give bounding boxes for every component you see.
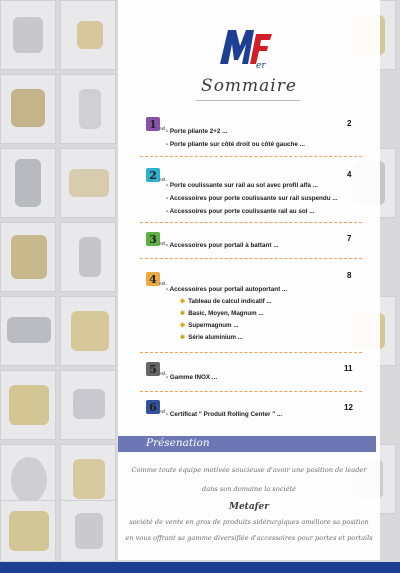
product-photo bbox=[60, 296, 116, 366]
product-photo bbox=[0, 148, 56, 218]
section-2-badge: 2 rd. bbox=[146, 168, 160, 182]
presentation-text: dans son domaine la société bbox=[201, 485, 297, 493]
section-1-badge: 1 rd. bbox=[146, 117, 160, 131]
section-5-badge: 5 rd. bbox=[146, 362, 160, 376]
presentation-text: Comme toute équipe motivée soucieuse d'avoir une position de leader bbox=[131, 466, 367, 474]
toc-subitem: ✱ Supermagnum ... bbox=[180, 322, 239, 329]
toc-subitem: ✱ Tableau de calcul indicatif ... bbox=[180, 298, 272, 305]
product-photo bbox=[60, 370, 116, 440]
toc-entry: - Accessoires pour portail à battant ... bbox=[166, 242, 279, 249]
toc-entry: - Gamme INOX ... bbox=[166, 374, 218, 381]
toc-entry: - Porte coulissante sur rail au sol avec profil alfa ... bbox=[166, 182, 318, 189]
star-bullet-icon: ✱ bbox=[180, 298, 186, 305]
presentation-text: en vous offrant sa gamme diversifiée d'accessoires pour portes et portails bbox=[125, 534, 373, 542]
footer-bar bbox=[0, 562, 400, 573]
product-photo bbox=[60, 0, 116, 70]
section-divider bbox=[140, 391, 362, 392]
section-3-badge: 3 rd. bbox=[146, 232, 160, 246]
section-5-page: 11 bbox=[344, 364, 353, 373]
product-photo bbox=[60, 148, 116, 218]
product-photo bbox=[0, 0, 56, 70]
toc-entry: - Certificat " Produit Rolling Center " ... bbox=[166, 411, 283, 418]
section-6-badge: 6 rd. bbox=[146, 400, 160, 414]
product-photo bbox=[60, 500, 116, 562]
presentation-text: société de vente en gros de produits sidérurgiques améliore sa position bbox=[129, 518, 369, 526]
presentation-heading-bar bbox=[118, 436, 376, 452]
toc-entry: - Porte pliante sur côté droit ou côté gauche ... bbox=[166, 141, 305, 148]
section-divider bbox=[140, 352, 362, 353]
toc-subitem: ✱ Série aluminium ... bbox=[180, 334, 243, 341]
product-photo bbox=[60, 74, 116, 144]
star-bullet-icon: ✱ bbox=[180, 310, 186, 317]
product-photo bbox=[0, 222, 56, 292]
section-divider bbox=[140, 258, 362, 259]
section-4-badge: 4 rd. bbox=[146, 272, 160, 286]
product-photo bbox=[0, 370, 56, 440]
section-3-page: 7 bbox=[347, 234, 352, 243]
svg-text:er: er bbox=[256, 61, 266, 70]
toc-entry: - Accessoires pour portail autoportant ... bbox=[166, 286, 288, 293]
toc-entry: - Accessoires pour porte coulissante sur rail suspendu ... bbox=[166, 195, 338, 202]
product-photo bbox=[0, 74, 56, 144]
title-underline bbox=[196, 100, 300, 101]
star-bullet-icon: ✱ bbox=[180, 322, 186, 329]
toc-entry: - Porte pliante 2+2 ... bbox=[166, 128, 228, 135]
product-photo bbox=[0, 500, 56, 562]
section-6-page: 12 bbox=[344, 403, 353, 412]
metafer-logo bbox=[218, 24, 278, 70]
section-2-page: 4 bbox=[347, 170, 352, 179]
star-bullet-icon: ✱ bbox=[180, 334, 186, 341]
page-title: Sommaire bbox=[201, 76, 297, 96]
section-divider bbox=[140, 222, 362, 223]
section-4-page: 8 bbox=[347, 271, 352, 280]
toc-entry: - Accessoires pour porte coulissante rail au sol ... bbox=[166, 208, 315, 215]
brand-name: Metafer bbox=[228, 502, 270, 512]
section-divider bbox=[140, 156, 362, 157]
presentation-heading: Présenation bbox=[146, 437, 210, 449]
product-photo bbox=[0, 296, 56, 366]
product-photo bbox=[60, 222, 116, 292]
toc-subitem: ✱ Basic, Moyen, Magnum ... bbox=[180, 310, 264, 317]
section-1-page: 2 bbox=[347, 119, 352, 128]
